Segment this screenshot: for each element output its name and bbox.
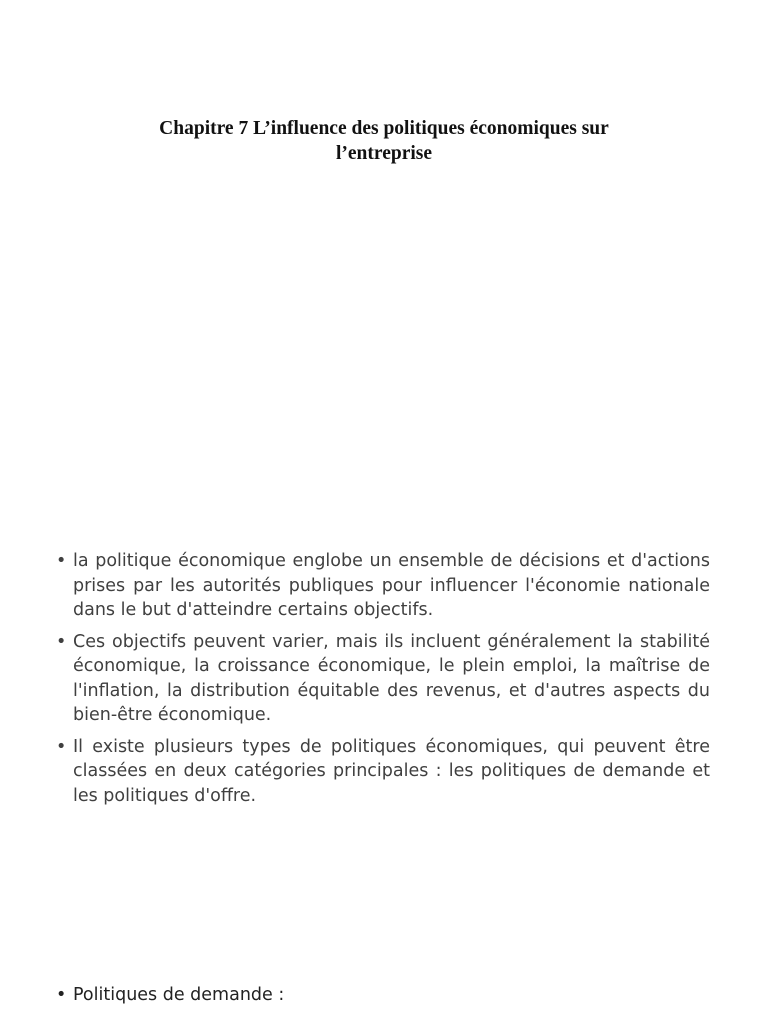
bullet-icon: •	[56, 736, 67, 757]
bullet-text: la politique économique englobe un ensemble de décisions et d'actions prises par les autorités publiques pour influencer l'économie nationale dans le but d'atteindre certains objectifs.	[73, 551, 710, 620]
list-item	[56, 549, 710, 623]
chapter-title-line-1: Chapitre 7 L’influence des politiques économiques sur	[159, 118, 609, 139]
chapter-title-line-2: l’entreprise	[335, 143, 433, 164]
list-item	[56, 735, 710, 809]
bullet-text: Ces objectifs peuvent varier, mais ils incluent généralement la stabilité économique, la croissance économique, le plein emploi, la maîtrise de l'inflation, la distribution équitable des revenus, et d'autres aspects du bien-être économique.	[73, 631, 710, 725]
bullet-list	[56, 549, 710, 815]
bullet-icon: •	[56, 551, 67, 571]
section-heading-bullet	[56, 983, 673, 1008]
section-heading-text: Politiques de demande :	[73, 985, 285, 1005]
list-item	[56, 630, 710, 728]
bullet-text: Il existe plusieurs types de politiques économiques, qui peuvent être classées en deux catégories principales : les politiques de demande et les politiques d'offre.	[73, 736, 710, 806]
bullet-icon: •	[56, 985, 67, 1005]
chapter-title	[84, 116, 684, 166]
bullet-icon: •	[56, 631, 67, 652]
